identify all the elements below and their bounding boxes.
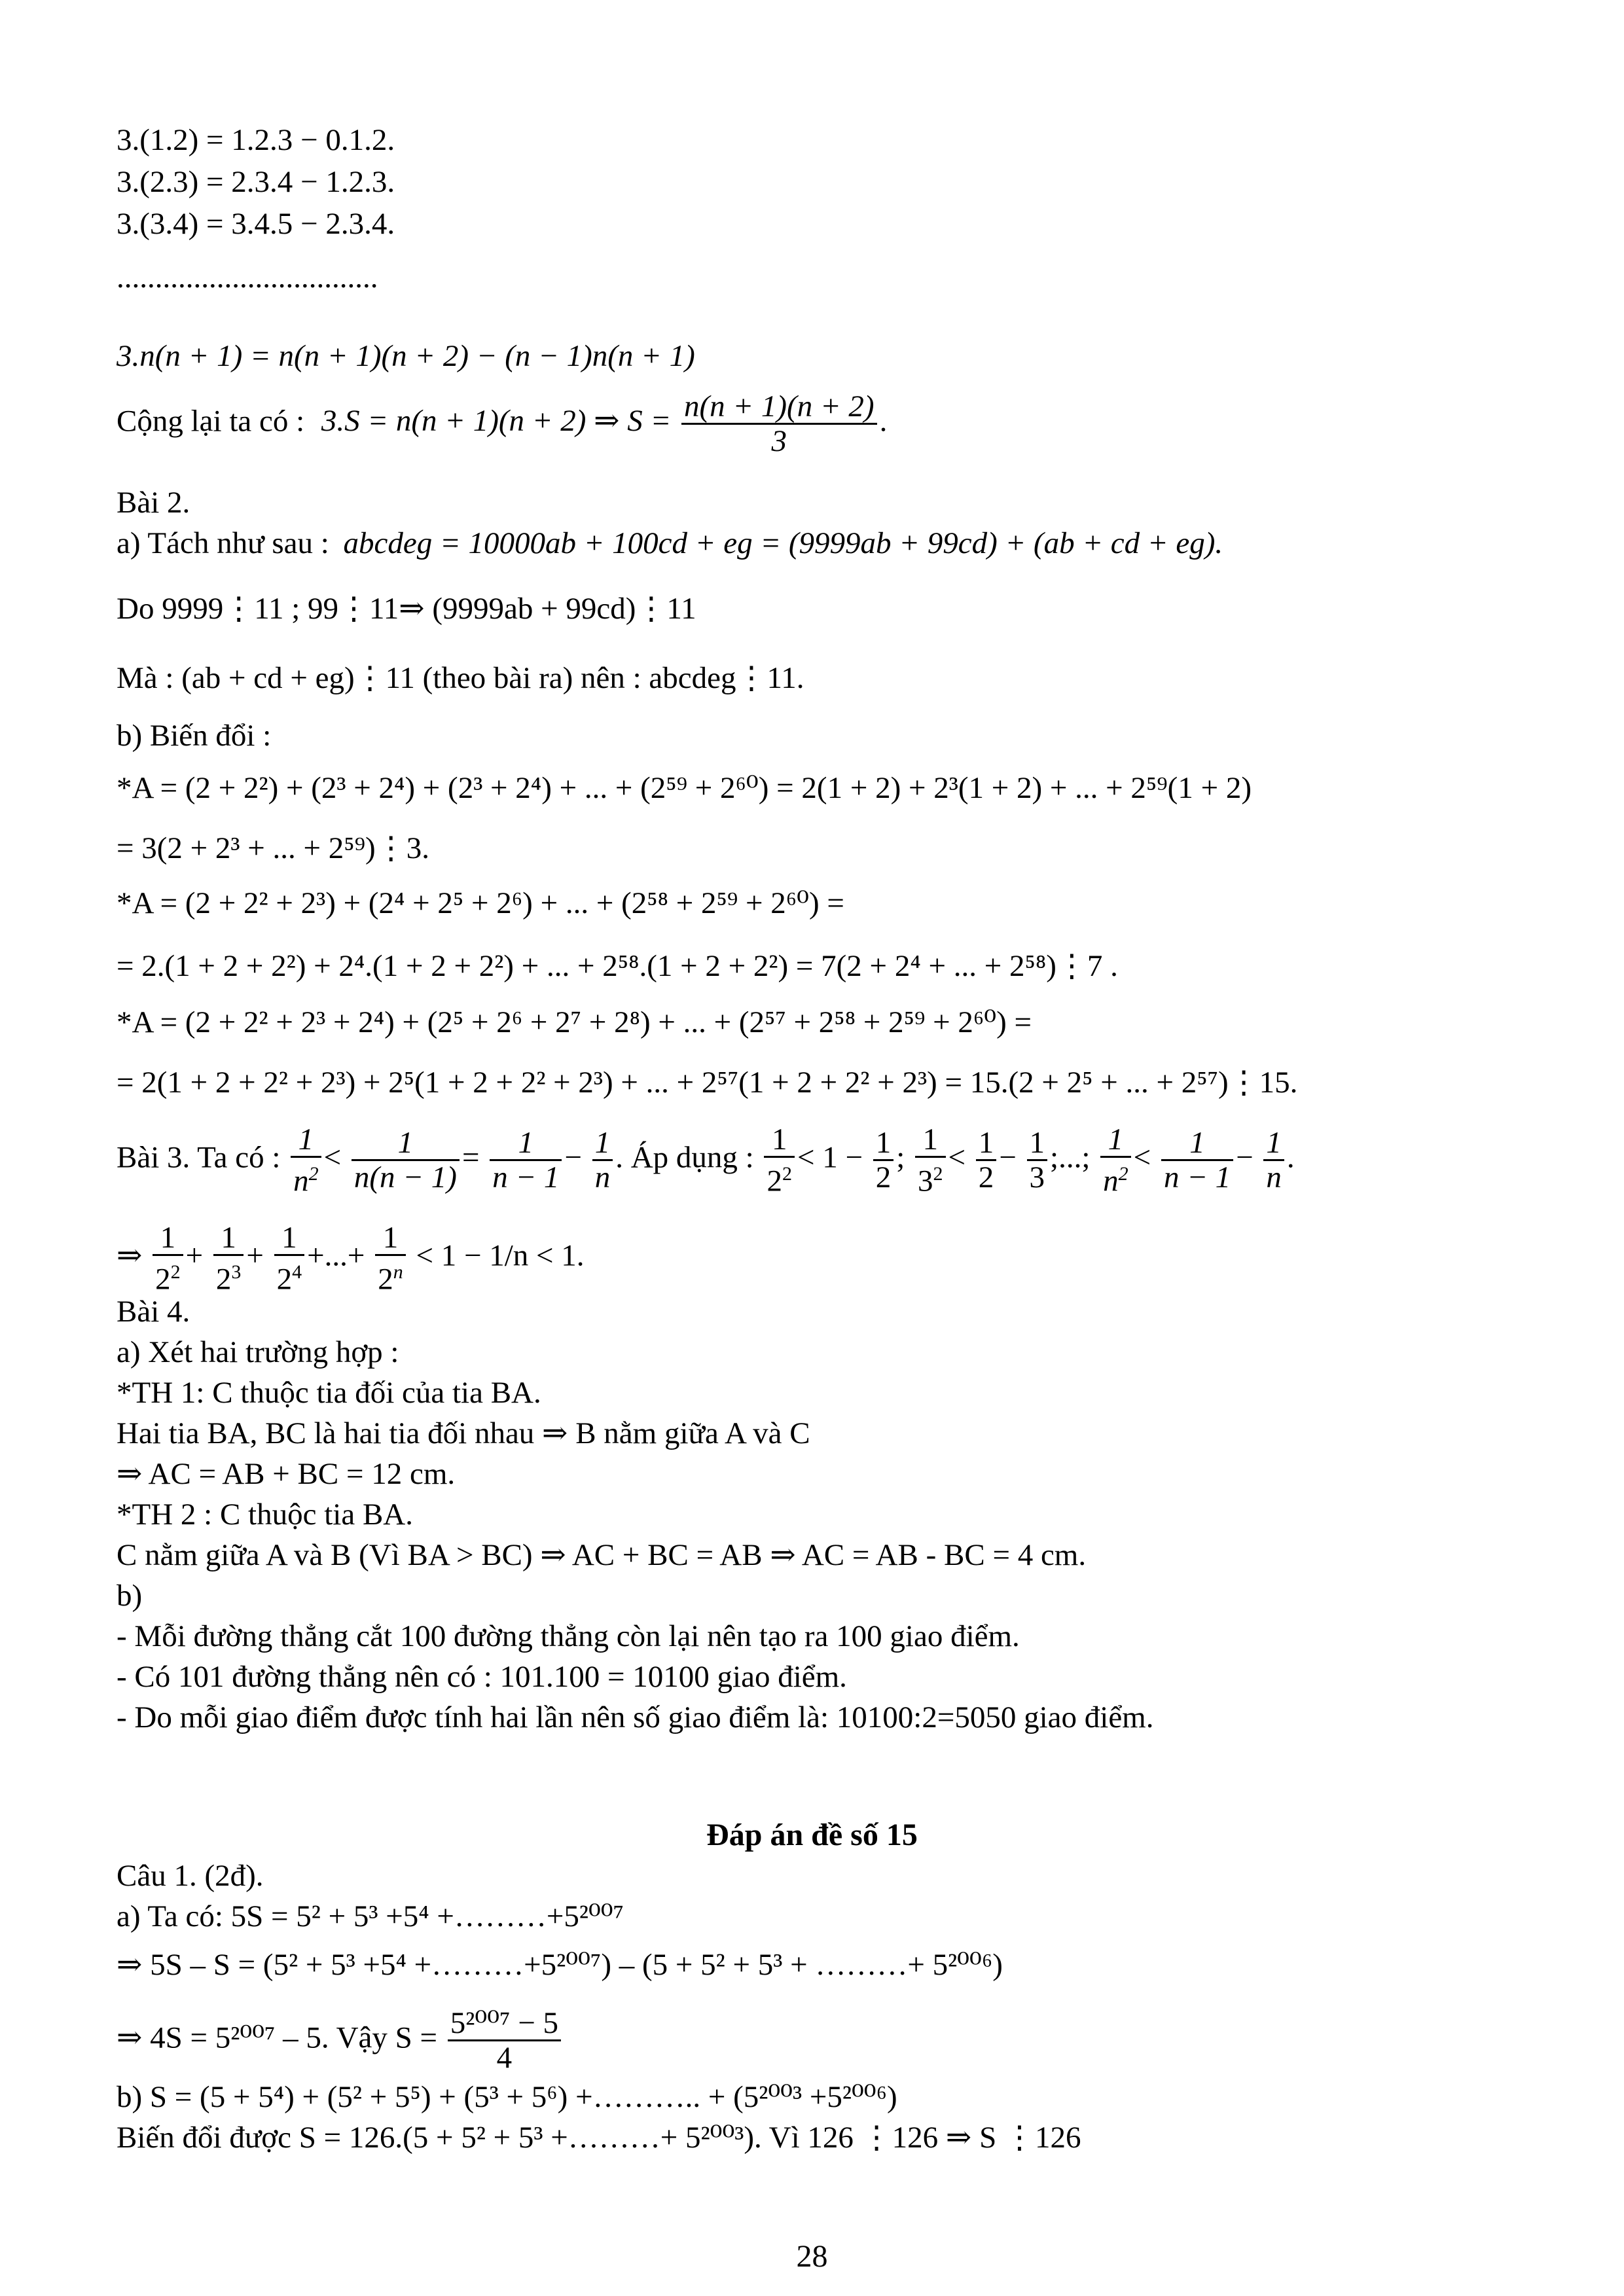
cau1-fraction-num: 5²⁰⁰⁷ − 5 <box>448 2007 561 2041</box>
frac-1-nb: $\frac{1}{n}$ <box>1263 1126 1284 1194</box>
cau1-fraction-den: 4 <box>496 2041 513 2075</box>
A-line-1: *A = (2 + 2²) + (2³ + 2⁴) + (2³ + 2⁴) + ... + (2⁵⁹ + 2⁶⁰) = 2(1 + 2) + 2³(1 + 2) + ... + 2⁵⁹(1 + 2) <box>117 771 1252 805</box>
cau1-a3-prefix: ⇒ 4S = 5²⁰⁰⁷ – 5. Vậy S = <box>117 2020 438 2055</box>
fraction-num: n(n + 1)(n + 2) <box>681 390 877 425</box>
bai3-conclusion: < 1 − 1/n < 1. <box>416 1238 585 1273</box>
frac-1-n: $\frac{1}{n}$ <box>592 1126 613 1194</box>
frac-1-3: $\frac{1}{3}$ <box>1027 1126 1048 1194</box>
bai2-a-prefix: a) Tách như sau : <box>117 526 329 560</box>
cau1-head: Câu 1. (2đ). <box>117 1859 264 1893</box>
A-line-1b: = 3(2 + 2³ + ... + 2⁵⁹)⋮3. <box>117 831 429 865</box>
fraction-den: 3 <box>771 424 787 458</box>
bai2-do-line: Do 9999⋮11 ; 99⋮11⇒ (9999ab + 99cd)⋮11 <box>117 592 696 626</box>
frac-1-24: $\frac{1}{2^4}$ <box>274 1221 305 1296</box>
bai4-b-3: - Do mỗi giao điểm được tính hai lần nên số giao điểm là: 10100:2=5050 giao điểm. <box>117 1700 1154 1734</box>
cau1-b2: Biến đổi được S = 126.(5 + 5² + 5³ +………+ 5²⁰⁰³). Vì 126 ⋮126 ⇒ S ⋮126 <box>117 2121 1081 2155</box>
frac-1-23: $\frac{1}{2^3}$ <box>213 1221 244 1296</box>
frac-1-2b: $\frac{1}{2}$ <box>976 1126 997 1194</box>
bai3-prefix: Bài 3. Ta có : <box>117 1140 281 1175</box>
bai2-heading: Bài 2. <box>117 486 190 520</box>
cau1-b1: b) S = (5 + 5⁴) + (5² + 5⁵) + (5³ + 5⁶) +……….. + (5²⁰⁰³ +5²⁰⁰⁶) <box>117 2080 897 2114</box>
frac-1-nn1: $\frac{1}{n(n - 1)}$ <box>352 1126 460 1194</box>
frac-1-n2: $\frac{1}{n^2}$ <box>291 1123 321 1198</box>
eq-line-general: 3.n(n + 1) = n(n + 1)(n + 2) − (n − 1)n(n + 1) <box>117 339 695 373</box>
bai4-b: b) <box>117 1579 143 1613</box>
cau1-a2: ⇒ 5S – S = (5² + 5³ +5⁴ +………+5²⁰⁰⁷) – (5 + 5² + 5³ + ………+ 5²⁰⁰⁶) <box>117 1948 1003 1982</box>
section-title: Đáp án đề số 15 <box>706 1818 918 1852</box>
bai3-line-2: ⇒ $\frac{1}{2^2}$ + $\frac{1}{2^3}$ + $\frac{1}{2^4}$ +...+ $\frac{1}{2^n}$ < 1 − 1/n < 1. <box>117 1221 585 1297</box>
bai2-a-math: abcdeg = 10000ab + 100cd + eg = (9999ab + 99cd) + (ab + cd + eg). <box>343 526 1223 560</box>
bai3-line-1: Bài 3. Ta có : $\frac{1}{n^2}$ < $\frac{1}{n(n - 1)}$ = $\frac{1}{n - 1}$ − $\frac{1}{n}$ . Áp dụng : $\frac{1}{2^2}$ < 1 − $\frac{1}{2}$ ; $\frac{1}{3^2}$ < $\frac{1}{2}$ − $\frac{1}{3}$ ;...; $\frac{1}{n^2}$ < $\frac{1}{n - 1}$ − $\frac{1}{n}$ . <box>117 1122 1295 1198</box>
bai4-heading: Bài 4. <box>117 1295 190 1329</box>
page-number: 28 <box>796 2239 828 2274</box>
A-line-3b: = 2(1 + 2 + 2² + 2³) + 2⁵(1 + 2 + 2² + 2³) + ... + 2⁵⁷(1 + 2 + 2² + 2³) = 15.(2 + 2⁵ + ... + 2⁵⁷)⋮15. <box>117 1066 1298 1100</box>
sum-prefix: Cộng lại ta có : <box>117 404 305 439</box>
bai2-ma-line: Mà : (ab + cd + eg)⋮11 (theo bài ra) nên : abcdeg⋮11. <box>117 661 804 695</box>
frac-1-22: $\frac{1}{2^2}$ <box>764 1123 795 1198</box>
bai2-a <box>117 525 1223 562</box>
sum-math: 3.S = n(n + 1)(n + 2) ⇒ S = <box>321 404 672 439</box>
frac-1-n1b: $\frac{1}{n - 1}$ <box>1161 1126 1233 1194</box>
frac-1-n1: $\frac{1}{n - 1}$ <box>490 1126 562 1194</box>
A-line-2b: = 2.(1 + 2 + 2²) + 2⁴.(1 + 2 + 2²) + ... + 2⁵⁸.(1 + 2 + 2²) = 7(2 + 2⁴ + ... + 2⁵⁸)⋮7 . <box>117 949 1118 983</box>
frac-1-2n: $\frac{1}{2^n}$ <box>375 1221 406 1296</box>
bai4-b-1: - Mỗi đường thẳng cắt 100 đường thẳng còn lại nên tạo ra 100 giao điểm. <box>117 1619 1020 1653</box>
cau1-fraction <box>448 2007 561 2074</box>
frac-1-2: $\frac{1}{2}$ <box>873 1126 894 1194</box>
A-line-2: *A = (2 + 2² + 2³) + (2⁴ + 2⁵ + 2⁶) + ... + (2⁵⁸ + 2⁵⁹ + 2⁶⁰) = <box>117 886 844 920</box>
fraction-s <box>681 390 877 457</box>
th1: *TH 1: C thuộc tia đối của tia BA. <box>117 1376 541 1410</box>
bai3-apply: . Áp dụng : <box>615 1140 754 1175</box>
th1-a: Hai tia BA, BC là hai tia đối nhau ⇒ B nằm giữa A và C <box>117 1416 810 1450</box>
bai4-a: a) Xét hai trường hợp : <box>117 1335 399 1369</box>
cau1-a1: a) Ta có: 5S = 5² + 5³ +5⁴ +………+5²⁰⁰⁷ <box>117 1899 624 1933</box>
bai2-b-label: b) Biến đổi : <box>117 719 272 753</box>
th2-a: C nằm giữa A và B (Vì BA > BC) ⇒ AC + BC = AB ⇒ AC = AB - BC = 4 cm. <box>117 1538 1087 1572</box>
eq-line-3: 3.(3.4) = 3.4.5 − 2.3.4. <box>117 207 395 241</box>
frac-1-22c: $\frac{1}{2^2}$ <box>153 1221 183 1296</box>
frac-1-32: $\frac{1}{3^2}$ <box>915 1123 946 1198</box>
sum-line: Cộng lại ta có : 3.S = n(n + 1)(n + 2) ⇒ S = $\frac{n(n + 1)(n + 2)}{3}$ . <box>117 389 888 458</box>
eq-line-2: 3.(2.3) = 2.3.4 − 1.2.3. <box>117 165 395 199</box>
bai4-b-2: - Có 101 đường thẳng nên có : 101.100 = 10100 giao điểm. <box>117 1660 847 1694</box>
cau1-a3 <box>117 2007 564 2074</box>
th2: *TH 2 : C thuộc tia BA. <box>117 1498 413 1532</box>
dots-line: .................................. <box>117 260 378 295</box>
frac-1-n2b: $\frac{1}{n^2}$ <box>1100 1123 1131 1198</box>
eq-line-1: 3.(1.2) = 1.2.3 − 0.1.2. <box>117 123 395 157</box>
A-line-3: *A = (2 + 2² + 2³ + 2⁴) + (2⁵ + 2⁶ + 2⁷ + 2⁸) + ... + (2⁵⁷ + 2⁵⁸ + 2⁵⁹ + 2⁶⁰) = <box>117 1005 1032 1039</box>
th1-b: ⇒ AC = AB + BC = 12 cm. <box>117 1457 456 1491</box>
